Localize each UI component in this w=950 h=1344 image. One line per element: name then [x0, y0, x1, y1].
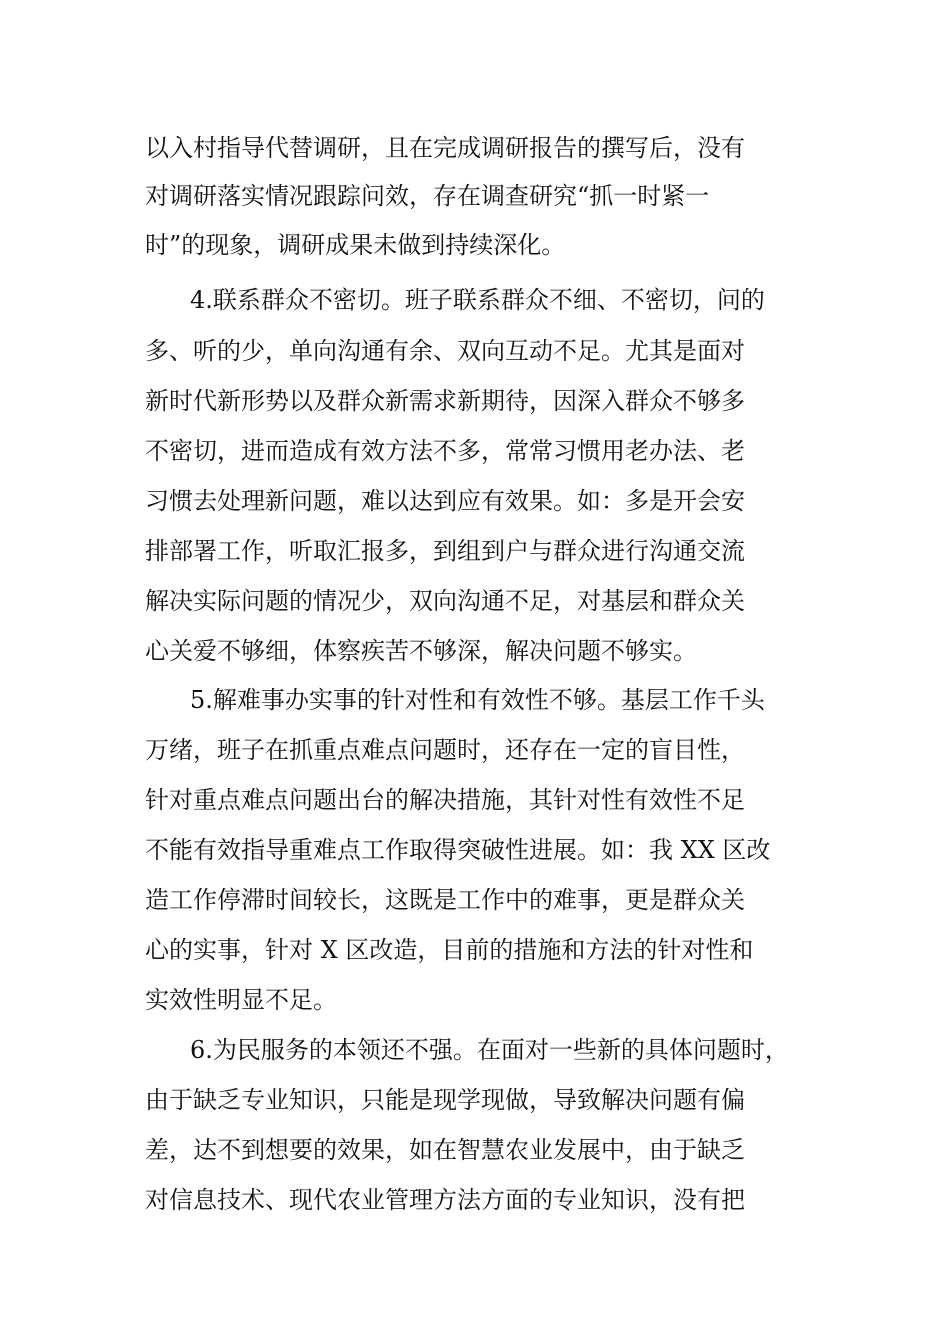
- section-6-heading-line: 6.为民服务的本领还不强。在面对一些新的具体问题时，: [190, 1036, 789, 1064]
- text-line: 心的实事，针对 X 区改造，目前的措施和方法的针对性和: [145, 936, 754, 964]
- text-line: 时”的现象，调研成果未做到持续深化。: [145, 231, 566, 259]
- text-line: 由于缺乏专业知识，只能是现学现做，导致解决问题有偏: [145, 1086, 745, 1114]
- text-line: 万绪，班子在抓重点难点问题时，还存在一定的盲目性，: [145, 736, 745, 764]
- text-line: 对调研落实情况跟踪问效，存在调查研究“抓一时紧一: [145, 182, 710, 210]
- section-4-heading-line: 4.联系群众不密切。班子联系群众不细、不密切，问的: [190, 286, 765, 314]
- text-line: 心关爱不够细，体察疾苦不够深，解决问题不够实。: [145, 637, 697, 665]
- text-line: 实效性明显不足。: [145, 986, 337, 1014]
- text-line: 排部署工作，听取汇报多，到组到户与群众进行沟通交流: [145, 537, 745, 565]
- text-line: 不能有效指导重难点工作取得突破性进展。如：我 XX 区改: [145, 836, 771, 864]
- text-line: 针对重点难点问题出台的解决措施，其针对性有效性不足: [145, 786, 745, 814]
- text-line: 多、听的少，单向沟通有余、双向互动不足。尤其是面对: [145, 337, 745, 365]
- text-line: 新时代新形势以及群众新需求新期待，因深入群众不够多: [145, 387, 745, 415]
- text-line: 对信息技术、现代农业管理方法方面的专业知识，没有把: [145, 1186, 745, 1214]
- text-line: 不密切，进而造成有效方法不多，常常习惯用老办法、老: [145, 437, 745, 465]
- text-line: 习惯去处理新问题，难以达到应有效果。如：多是开会安: [145, 487, 745, 515]
- text-line: 解决实际问题的情况少，双向沟通不足，对基层和群众关: [145, 587, 745, 615]
- text-line: 造工作停滞时间较长，这既是工作中的难事，更是群众关: [145, 886, 745, 914]
- section-5-heading-line: 5.解难事办实事的针对性和有效性不够。基层工作千头: [190, 686, 765, 714]
- text-line: 差，达不到想要的效果，如在智慧农业发展中，由于缺乏: [145, 1136, 745, 1164]
- text-line: 以入村指导代替调研，且在完成调研报告的撰写后，没有: [145, 134, 745, 162]
